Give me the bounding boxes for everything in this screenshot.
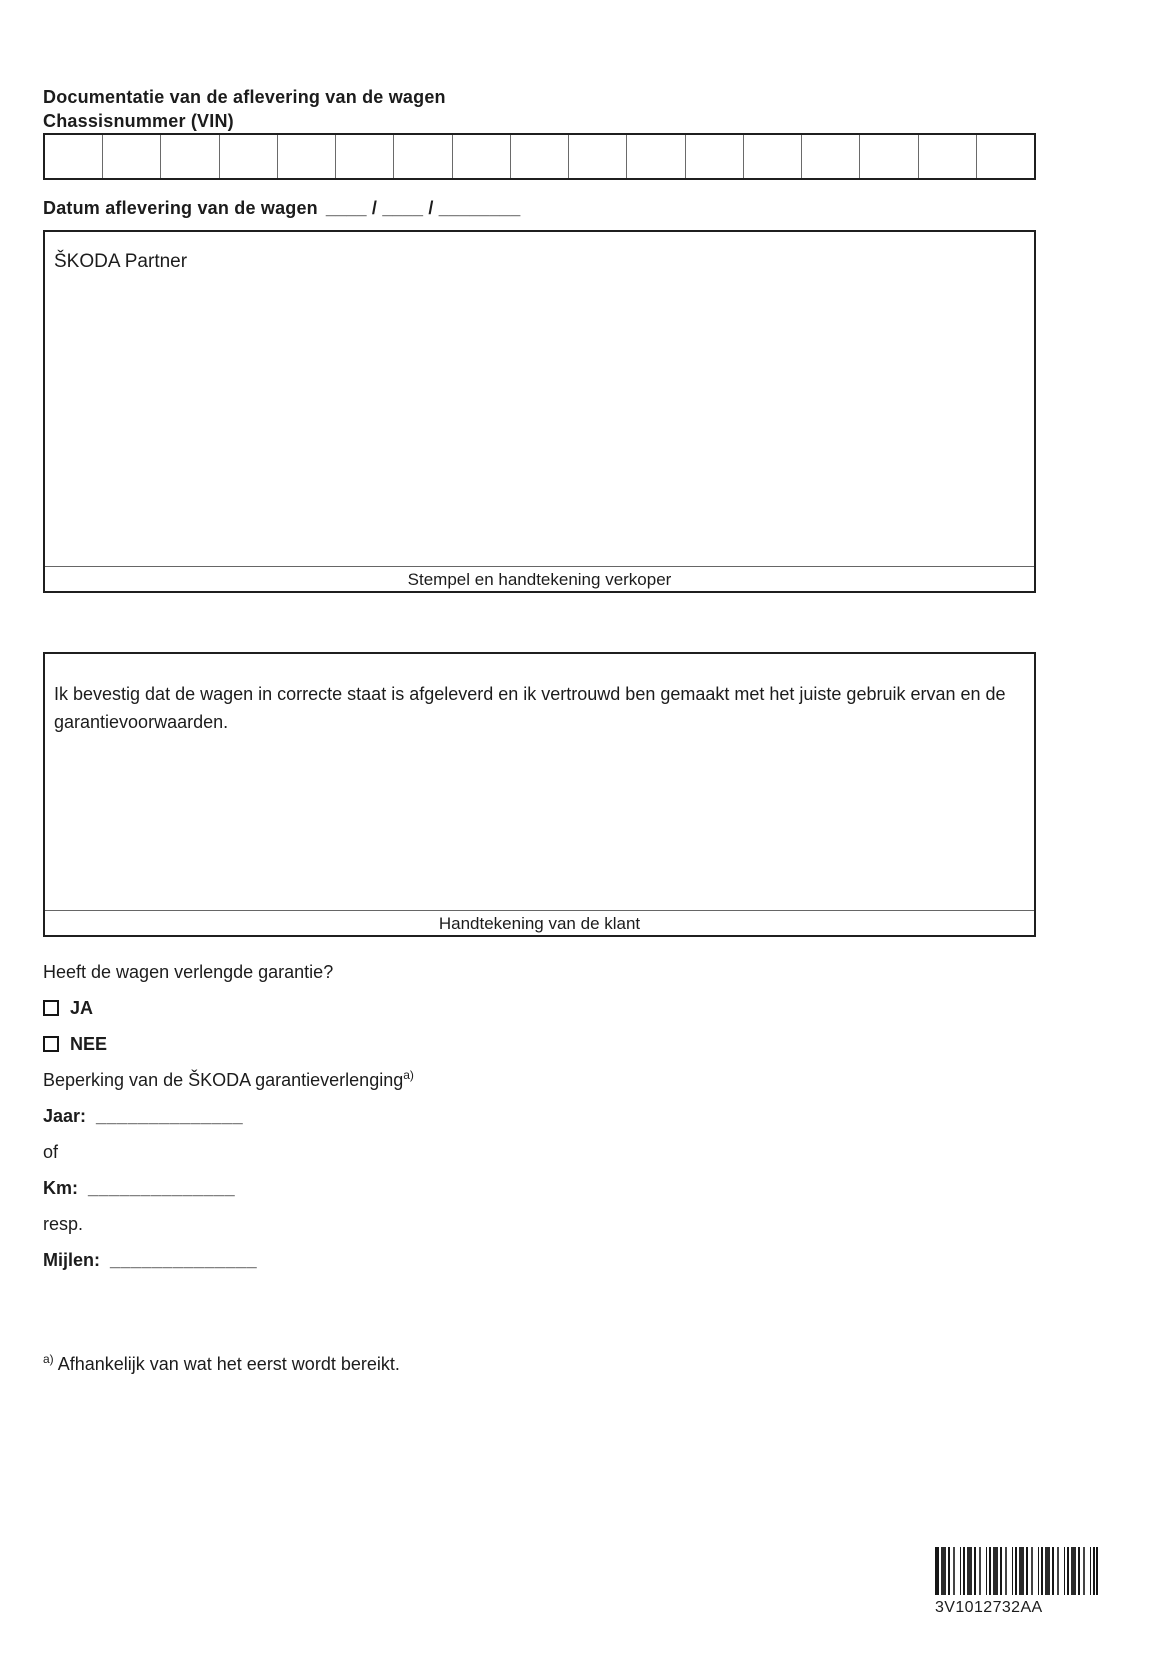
vin-cell[interactable] bbox=[568, 135, 626, 178]
vin-cell[interactable] bbox=[510, 135, 568, 178]
barcode-block bbox=[935, 1547, 1101, 1617]
seller-signature-area[interactable] bbox=[45, 232, 1034, 566]
vin-cell[interactable] bbox=[685, 135, 743, 178]
limit-heading-footnote-marker: a) bbox=[403, 1068, 414, 1082]
option-row-yes bbox=[43, 997, 1036, 1019]
option-label-ja: JA bbox=[70, 998, 94, 1018]
vin-cell[interactable] bbox=[45, 135, 102, 178]
checkbox-ja[interactable] bbox=[43, 1000, 59, 1016]
option-row-no bbox=[43, 1033, 1036, 1055]
vin-cell[interactable] bbox=[743, 135, 801, 178]
field-row-jaar bbox=[43, 1105, 1036, 1127]
seller-stamp-box bbox=[43, 230, 1036, 593]
checkbox-nee[interactable] bbox=[43, 1036, 59, 1052]
jaar-blank-field[interactable]: ______________ bbox=[96, 1106, 244, 1126]
customer-signature-box bbox=[43, 652, 1036, 937]
vin-cell[interactable] bbox=[859, 135, 917, 178]
field-row-resp bbox=[43, 1213, 1036, 1235]
delivery-date-line bbox=[43, 197, 1036, 219]
barcode bbox=[935, 1547, 1098, 1595]
vin-cell[interactable] bbox=[918, 135, 976, 178]
extended-warranty-question: Heeft de wagen verlengde garantie? bbox=[43, 962, 334, 982]
mijlen-blank-field[interactable]: ______________ bbox=[110, 1250, 258, 1270]
delivery-date-label: Datum aflevering van de wagen bbox=[43, 198, 318, 218]
customer-box-caption: Handtekening van de klant bbox=[45, 910, 1034, 935]
vin-cell[interactable] bbox=[393, 135, 451, 178]
field-row-km bbox=[43, 1177, 1036, 1199]
km-label: Km: bbox=[43, 1178, 78, 1198]
vin-cell[interactable] bbox=[102, 135, 160, 178]
vin-cell[interactable] bbox=[626, 135, 684, 178]
vin-label: Chassisnummer (VIN) bbox=[43, 111, 234, 131]
form-page bbox=[43, 85, 1036, 1375]
vin-cell[interactable] bbox=[160, 135, 218, 178]
vin-cell[interactable] bbox=[219, 135, 277, 178]
of-label: of bbox=[43, 1142, 59, 1162]
vin-cell[interactable] bbox=[335, 135, 393, 178]
barcode-code: 3V1012732AA bbox=[935, 1599, 1043, 1616]
warranty-limit-heading-text: Beperking van de ŠKODA garantieverlenging bbox=[43, 1070, 404, 1090]
page-title: Documentatie van de aflevering van de wagen bbox=[43, 87, 446, 107]
vin-cell[interactable] bbox=[801, 135, 859, 178]
field-row-mijlen bbox=[43, 1249, 1036, 1271]
warranty-limit-heading bbox=[43, 1069, 1036, 1091]
delivery-date-blank-field[interactable]: ____ / ____ / ________ bbox=[325, 198, 521, 218]
skoda-partner-label: ŠKODA Partner bbox=[54, 251, 188, 272]
footnote bbox=[43, 1348, 1036, 1375]
resp-label: resp. bbox=[43, 1214, 84, 1234]
footnote-text: Afhankelijk van wat het eerst wordt bereikt. bbox=[57, 1354, 400, 1374]
customer-statement: Ik bevestig dat de wagen in correcte staat is afgeleverd en ik vertrouwd ben gemaakt met het juiste gebruik ervan en de garantievoorwaarden. bbox=[54, 684, 1006, 732]
vin-grid bbox=[43, 133, 1036, 180]
field-row-of bbox=[43, 1141, 1036, 1163]
vin-cell[interactable] bbox=[452, 135, 510, 178]
vin-cell[interactable] bbox=[277, 135, 335, 178]
mijlen-label: Mijlen: bbox=[43, 1250, 100, 1270]
seller-box-caption: Stempel en handtekening verkoper bbox=[45, 566, 1034, 591]
footnote-marker: a) bbox=[43, 1352, 54, 1366]
option-label-nee: NEE bbox=[70, 1034, 108, 1054]
km-blank-field[interactable]: ______________ bbox=[88, 1178, 236, 1198]
customer-signature-area[interactable] bbox=[45, 654, 1034, 910]
vin-cell[interactable] bbox=[976, 135, 1034, 178]
jaar-label: Jaar: bbox=[43, 1106, 87, 1126]
